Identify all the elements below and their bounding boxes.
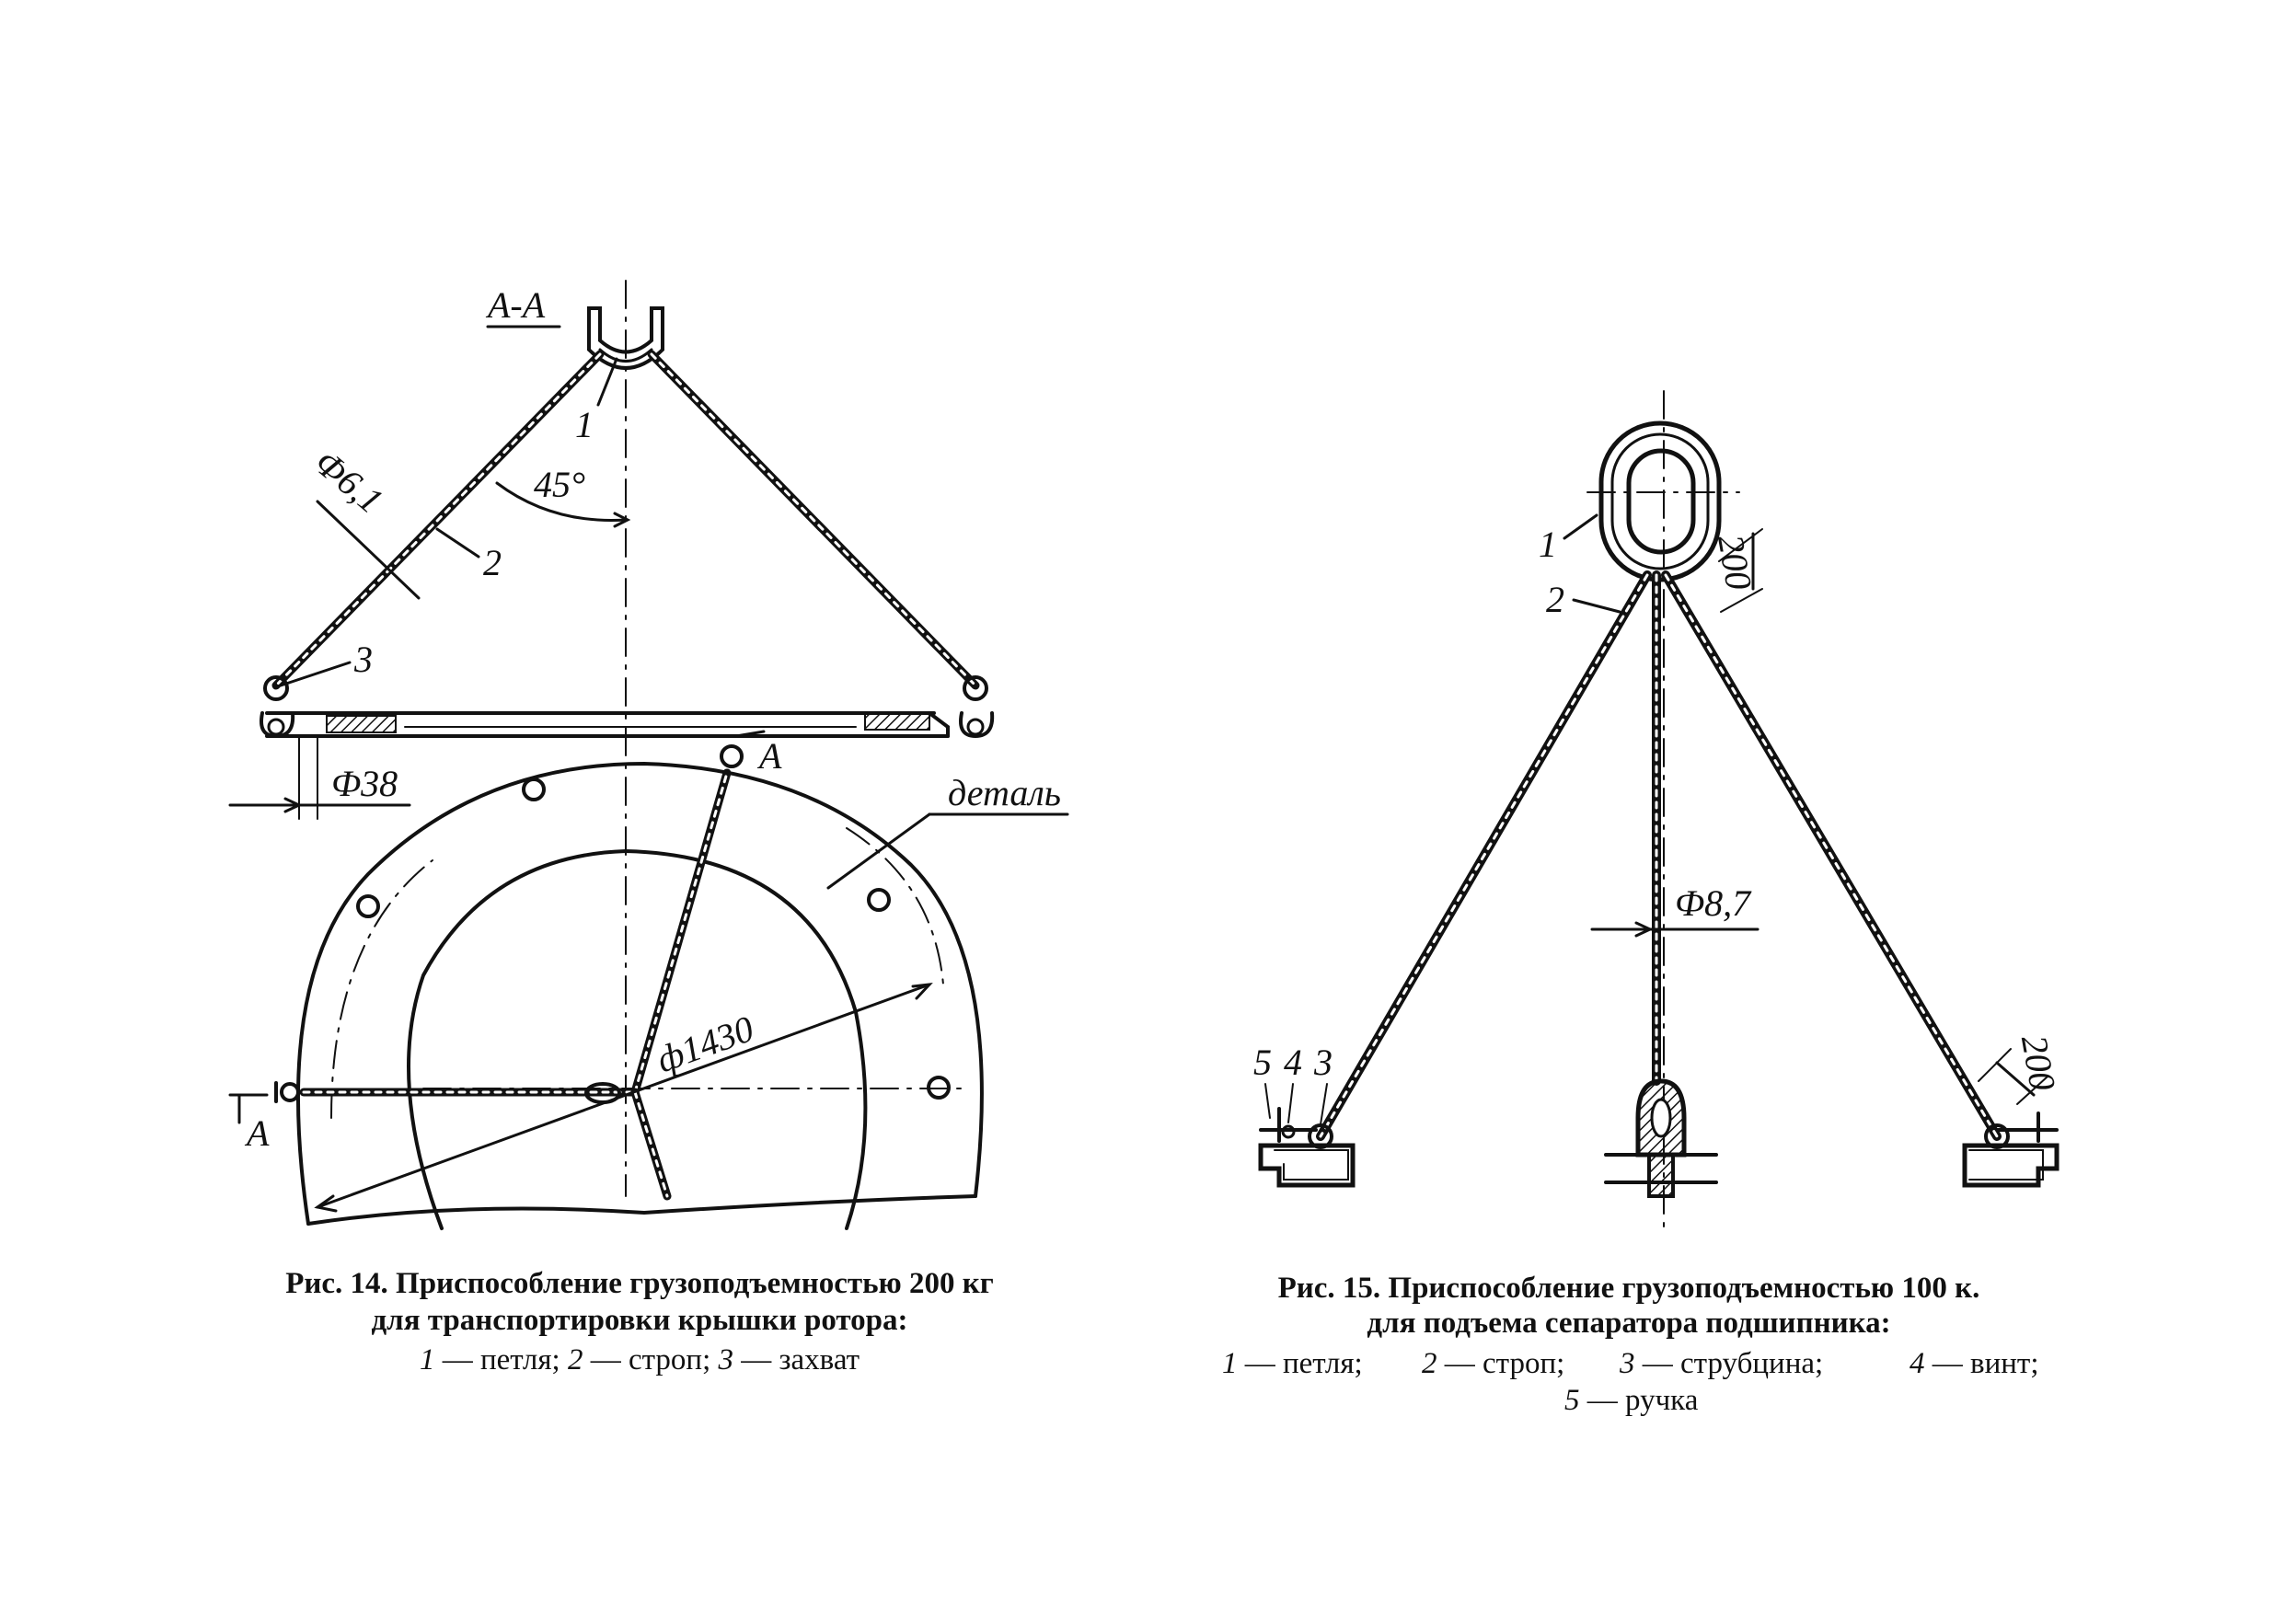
fig14-item2-label: 2 [483, 542, 502, 583]
fig14-caption-line1: Рис. 14. Приспособление грузоподъемностью 200 кг [285, 1267, 994, 1300]
fig14-item1-label: 1 [575, 404, 594, 445]
fig15-rope-dia-label: Ф8,7 [1675, 882, 1751, 924]
fig15-caption-legend-item2: 2 — строп; [1422, 1347, 1565, 1380]
fig14-rope-dia-label: Ф6,1 [306, 441, 392, 522]
fig14-sling-right [652, 354, 975, 685]
fig15-loop [1601, 423, 1719, 580]
fig14-caption [285, 1267, 994, 1376]
fig15-caption-legend-item1: 1 — петля; [1222, 1347, 1363, 1380]
fig15-sling-left [1321, 575, 1647, 1136]
fig14-cover-plan-view [298, 764, 982, 1228]
fig15-item2-label: 2 [1546, 579, 1564, 620]
fig14-sling-left [276, 354, 600, 685]
fig15-caption [1222, 1272, 2039, 1417]
fig15-caption-legend-item4: 4 — винт; [1909, 1347, 2039, 1380]
fig15-caption-line2: для подъема сепаратора подшипника: [1367, 1307, 1891, 1340]
figure-15 [1253, 391, 2064, 1233]
fig15-item4-label: 4 [1284, 1042, 1302, 1083]
fig14-cut-top-label: A [759, 735, 782, 777]
fig14-cover-side-view [267, 713, 948, 736]
fig15-sling-right [1666, 575, 1997, 1136]
fig14-caption-line2: для транспортировки крышки ротора: [371, 1304, 908, 1337]
figure-14 [230, 281, 1067, 1228]
fig14-plan-sling-left [276, 1083, 635, 1101]
fig14-plan-sling-down [635, 1092, 667, 1196]
fig15-caption-legend-item5: 5 — ручка [1564, 1384, 1699, 1417]
fig14-part-label: деталь [948, 772, 1061, 813]
fig14-angle-label: 45° [534, 464, 585, 505]
bolt-hole-icon [358, 896, 378, 916]
fig14-grip-dia-label: Ф38 [331, 763, 398, 804]
fig15-caption-line1: Рис. 15. Приспособление грузоподъемностью 100 к. [1277, 1272, 1980, 1305]
fig14-ring-dia-label: ф1430 [651, 1007, 759, 1081]
fig15-item5-label: 5 [1253, 1042, 1272, 1083]
bolt-hole-icon [524, 779, 544, 800]
fig15-center-lug [1606, 1081, 1716, 1196]
fig15-clamp-left [1261, 1109, 1353, 1185]
fig14-item3-label: 3 [354, 639, 373, 680]
fig15-caption-legend-item3: 3 — струбцина; [1620, 1347, 1824, 1380]
fig15-item3-label: 3 [1314, 1042, 1333, 1083]
bolt-hole-icon [869, 890, 889, 910]
fig15-dim-top-label: 200 [1709, 531, 1760, 593]
fig14-cut-left-label: A [247, 1112, 270, 1154]
fig14-section-label: A-A [488, 284, 546, 326]
fig15-dim-bottom-label: 200 [2013, 1031, 2064, 1094]
fig14-caption-legend: 1 — петля; 2 — строп; 3 — захват [419, 1343, 860, 1376]
fig15-clamp-right [1965, 1113, 2057, 1185]
fig15-item1-label: 1 [1539, 524, 1557, 565]
